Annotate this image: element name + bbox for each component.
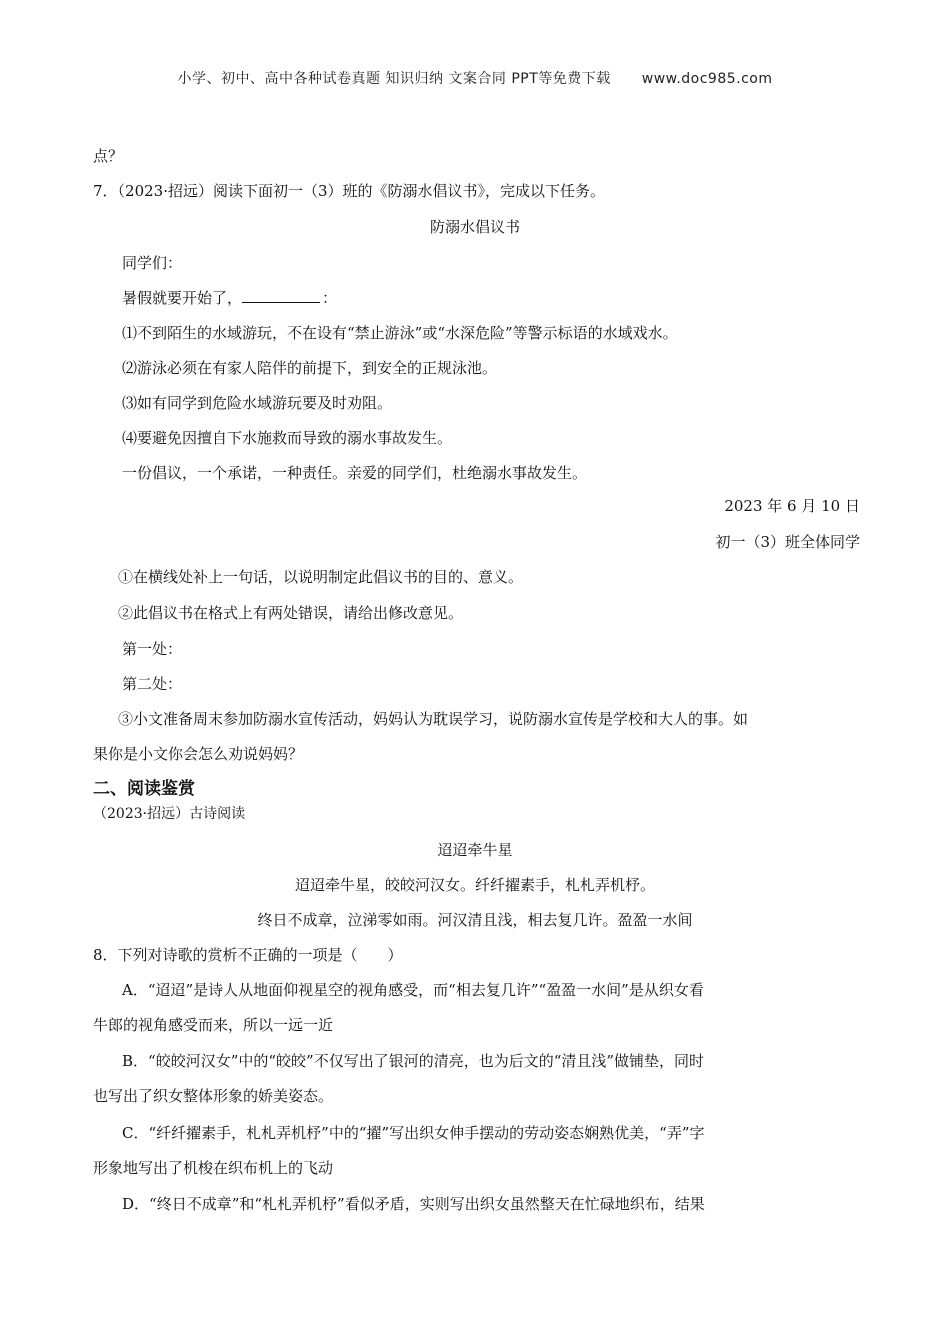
poem-line-2: 终日不成章，泣涕零如雨。河汉清且浅，相去复几许。盈盈一水间 — [257, 911, 693, 929]
poem-line-1: 迢迢牵牛星，皎皎河汉女。纤纤擢素手，札札弄机杼。 — [294, 876, 655, 894]
letter-intro — [122, 287, 337, 309]
letter-item-3: ⑶如有同学到危险水域游玩要及时劝阻。 — [122, 394, 393, 412]
task-2-first-place: 第一处： — [122, 640, 183, 658]
task-1: ①在横线处补上一句话，以说明制定此倡议书的目的、意义。 — [118, 568, 524, 586]
section-2-heading: 二、阅读鉴赏 — [93, 779, 195, 799]
option-a-line-1[interactable]: A．“迢迢”是诗人从地面仰视星空的视角感受，而“相去复几许”“盈盈一水间”是从织女看 — [122, 981, 704, 999]
page-header — [0, 68, 950, 88]
task-2-second-place: 第二处： — [122, 675, 183, 693]
letter-item-1: ⑴不到陌生的水域游玩，不在设有“禁止游泳”或“水深危险”等警示标语的水域戏水。 — [122, 324, 678, 342]
option-c-line-1[interactable]: C．“纤纤擢素手，札札弄机杼”中的“擢”写出织女伸手摆动的劳动姿态娴熟优美，“弄”字 — [122, 1124, 705, 1142]
intro-text: 暑假就要开始了， — [122, 289, 243, 307]
poem-title: 迢迢牵牛星 — [437, 841, 513, 859]
question-8-stem: 8．下列对诗歌的赏析不正确的一项是（ ） — [93, 946, 403, 964]
letter-title: 防溺水倡议书 — [429, 218, 520, 236]
header-site-link[interactable]: www.doc985.com — [641, 71, 773, 87]
task-3-line-1: ③小文准备周末参加防溺水宣传活动，妈妈认为耽误学习，说防溺水宣传是学校和大人的事。如 — [118, 710, 749, 728]
letter-signature: 初一（3）班全体同学 — [715, 533, 860, 551]
previous-question-tail: 点？ — [93, 147, 124, 165]
letter-greeting: 同学们： — [122, 254, 183, 272]
letter-date: 2023 年 6 月 10 日 — [724, 497, 860, 515]
letter-item-2: ⑵游泳必须在有家人陪伴的前提下，到安全的正规泳池。 — [122, 359, 498, 377]
letter-item-4: ⑷要避免因擅自下水施救而导致的溺水事故发生。 — [122, 429, 453, 447]
header-text: 小学、初中、高中各种试卷真题 知识归纳 文案合同 PPT等免费下载 — [177, 71, 611, 87]
poem-source: （2023·招远）古诗阅读 — [93, 806, 246, 822]
letter-closing: 一份倡议，一个承诺，一种责任。亲爱的同学们，杜绝溺水事故发生。 — [122, 464, 588, 482]
option-b-line-2[interactable]: 也写出了织女整体形象的娇美姿态。 — [93, 1087, 334, 1105]
task-2: ②此倡议书在格式上有两处错误，请给出修改意见。 — [118, 604, 464, 622]
option-d-line-1[interactable]: D．“终日不成章”和“札札弄机杼”看似矛盾，实则写出织女虽然整天在忙碌地织布，结果 — [122, 1195, 705, 1213]
question-7-stem: 7．（2023·招远）阅读下面初一（3）班的《防溺水倡议书》，完成以下任务。 — [93, 182, 606, 200]
option-a-line-2[interactable]: 牛郎的视角感受而来，所以一远一近 — [93, 1016, 334, 1034]
option-b-line-1[interactable]: B．“皎皎河汉女”中的“皎皎”不仅写出了银河的清亮，也为后文的“清且浅”做铺垫，同时 — [122, 1052, 705, 1070]
fill-in-blank[interactable] — [242, 288, 320, 303]
option-c-line-2[interactable]: 形象地写出了机梭在织布机上的飞动 — [93, 1159, 334, 1177]
task-3-line-2: 果你是小文你会怎么劝说妈妈？ — [93, 745, 304, 763]
intro-colon: ： — [322, 289, 338, 307]
